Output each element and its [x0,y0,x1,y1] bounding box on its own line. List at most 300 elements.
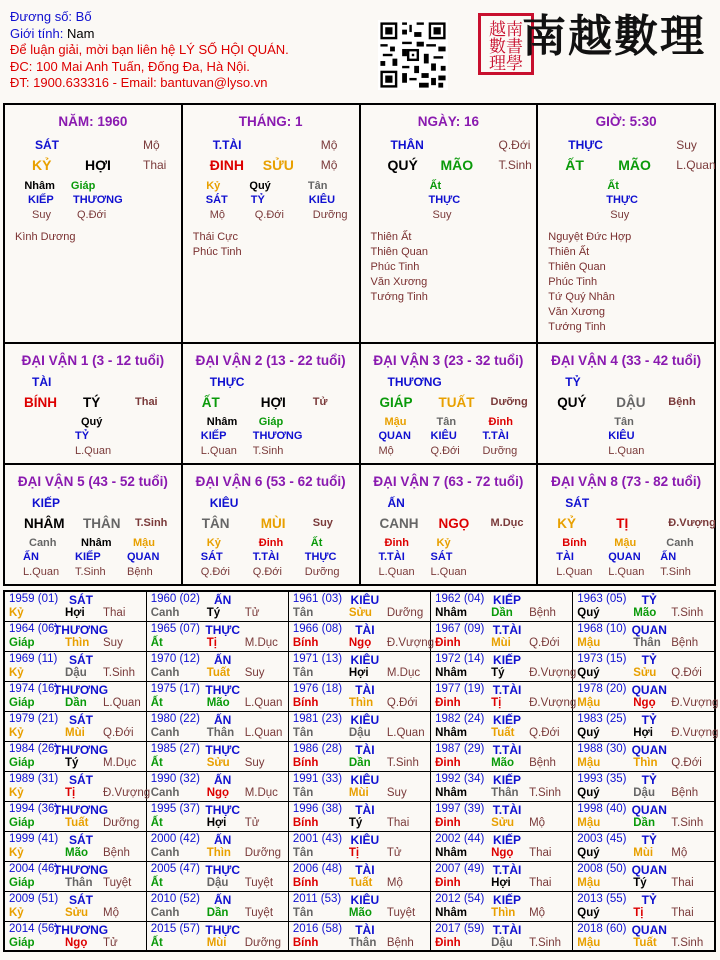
year-chi: Hợi [491,876,511,889]
year-label: 1973 (15) [577,652,627,665]
annual-cell [573,741,715,771]
dai-van-cell [538,465,714,584]
year-god: TÀI [355,922,375,937]
year-label: 1960 (02) [150,593,200,605]
annual-cell [288,921,430,951]
year-god: TỶ [641,832,657,847]
annual-cell [146,711,288,741]
star-item: Nguyệt Đức Hợp [548,231,632,243]
pillar-can: KỶ [32,157,52,173]
year-label: 2013 (55) [577,892,627,905]
hidden-god: T.TÀI [252,551,280,563]
hidden-stage: Q.Đới [254,209,284,221]
year-chi: Hợi [633,726,653,739]
annual-row [4,801,715,831]
year-can: Quý [577,906,600,919]
hidden-can: Tân [614,416,634,428]
dai-van-stage: Bệnh [668,396,696,408]
year-stage: Mộ [386,876,403,889]
year-can: Quý [577,786,600,799]
year-chi: Tý [65,756,79,769]
year-god: T.TÀI [492,802,522,817]
year-can: Ất [150,696,163,709]
annual-cell [4,891,146,921]
year-stage: Đ.Vượng [671,726,719,739]
header-info [10,9,289,92]
annual-cell [146,801,288,831]
year-chi: Mùi [633,846,654,859]
hidden-god: THỰC [606,194,638,206]
year-chi: Thân [65,876,93,889]
hidden-god: QUAN [608,551,641,563]
year-can: Mậu [577,876,601,889]
hidden-can: Mậu [133,537,155,549]
year-chi: Tý [348,816,363,829]
hidden-stage: L.Quan [608,566,645,578]
year-chi: Tý [491,666,505,679]
dai-van-title: ĐẠI VẬN 3 (23 - 32 tuổi) [373,353,524,368]
annual-cell [288,651,430,681]
annual-cell [431,801,573,831]
hidden-stage: Q.Đới [430,445,460,457]
dai-van-can: BÍNH [24,395,57,410]
year-god: TỶ [641,772,657,787]
year-stage: Thai [386,816,410,829]
year-label: 1989 (31) [9,772,59,785]
year-god: TỶ [641,712,657,727]
year-can: Bính [292,876,319,889]
hidden-god: THỰC [304,551,337,563]
hidden-god: TỶ [75,430,90,442]
annual-cell [288,801,430,831]
year-stage: Tuyệt [244,906,274,919]
year-stage: Đ.Vượng [103,786,151,799]
year-chi: Dậu [206,876,229,889]
year-stage: L.Quan [244,726,283,739]
annual-cell [573,591,715,621]
dai-van-stage: Thai [135,396,158,408]
year-chi: Sửu [65,906,89,919]
annual-cell [288,621,435,651]
year-can: Tân [292,786,314,799]
hidden-stage: Mộ [378,445,394,457]
year-chi: Mùi [65,726,85,739]
dai-van-cell [361,344,539,463]
hidden-can: Kỷ [436,537,451,549]
year-stage: Tử [386,846,402,859]
annual-row [4,651,715,681]
hidden-god: SÁT [205,194,228,206]
annual-cell [4,861,146,891]
star-item: Phúc Tinh [370,261,420,273]
dai-van-chi: MÙI [260,516,286,531]
hidden-god: QUAN [378,430,411,442]
year-stage: T.Sinh [671,936,704,949]
hidden-stage: Q.Đới [200,566,230,578]
year-god: KIÊU [350,772,380,787]
year-can: Kỷ [9,607,24,619]
year-label: 2016 (58) [292,922,343,935]
annual-cell [431,861,573,891]
year-label: 2015 (57) [150,922,200,935]
year-god: SÁT [69,832,93,847]
pillar-chi: SỬU [262,157,294,173]
year-stage: M.Dục [103,756,137,769]
contact-line: Để luận giải, mời bạn liên hệ LÝ SỐ HỘI QUÁN. [10,42,289,57]
year-stage: M.Dục [386,666,421,679]
year-god: QUAN [631,922,667,937]
year-can: Giáp [9,636,35,649]
annual-row [4,861,715,891]
pillar-stage: Mộ [320,138,338,152]
year-can: Ất [150,636,163,649]
year-chi: Tuất [348,876,373,889]
dai-van-cell [361,465,539,584]
year-god: KIÊU [350,892,380,907]
year-label: 2002 (44) [435,832,485,845]
annual-cell [573,891,715,921]
star-item: Tướng Tinh [370,291,428,303]
year-chi: Tuất [633,936,657,949]
year-stage: Tử [103,936,118,949]
year-can: Nhâm [435,846,468,859]
pillar-chi-stage: L.Quan [676,158,716,172]
year-god: ẤN [214,772,232,787]
annual-row [4,741,715,771]
year-chi: Thân [348,936,377,949]
year-chi: Mão [491,756,515,769]
annual-cell [146,831,288,861]
year-label: 1974 (16) [9,682,59,695]
annual-cell [573,681,719,711]
year-chi: Thân [491,786,519,799]
star-item: Phúc Tinh [192,246,242,258]
dai-van-cell [538,344,714,463]
hidden-can: Tân [307,180,328,192]
year-can: Quý [577,666,600,679]
year-stage: Tuyệt [244,876,274,889]
year-god: THỰC [205,742,240,757]
year-stage: Thai [103,607,126,619]
annual-cell [4,921,146,951]
year-label: 2003 (45) [577,832,627,845]
year-label: 1970 (12) [150,652,200,665]
year-label: 1993 (35) [577,772,627,785]
year-label: 1972 (14) [435,652,485,665]
year-chi: Thìn [348,696,374,709]
hidden-stage: L.Quan [75,445,112,457]
dai-van-title: ĐẠI VẬN 4 (33 - 42 tuổi) [551,353,702,368]
year-can: Đinh [435,876,461,889]
phone-email-line: ĐT: 1900.633316 - Email: bantuvan@lyso.vn [10,75,268,90]
year-stage: L.Quan [386,726,425,739]
dai-van-can: KỶ [557,516,577,531]
year-can: Canh [150,786,180,799]
year-god: T.TÀI [492,622,522,637]
year-chi: Thân [206,726,235,739]
pillar-god: THÂN [390,138,424,152]
year-god: SÁT [69,593,93,607]
pillar-chi-stage: Thai [143,158,167,172]
dai-van-cell [183,465,361,584]
hidden-stage: L.Quan [23,566,60,578]
year-chi: Thìn [65,636,90,649]
year-stage: M.Dục [244,636,278,649]
pillar-chi: HỢI [85,157,111,173]
hidden-can: Ất [607,180,619,192]
pillar-stage: Q.Đới [498,138,531,152]
pillar-chi-stage: Mộ [320,158,338,172]
pillars-row [5,105,714,344]
year-label: 2010 (52) [150,892,200,905]
year-god: QUAN [631,862,667,877]
year-can: Kỷ [9,726,24,739]
hidden-god: KIẾP [75,551,101,563]
pillar-title: THÁNG: 1 [238,114,303,129]
year-god: KIÊU [350,593,380,607]
year-stage: T.Sinh [386,756,419,769]
year-can: Ất [150,816,163,829]
gender-line: Giới tính: Nam [10,25,95,41]
year-stage: Bệnh [103,846,130,859]
year-can: Kỷ [9,906,24,919]
annual-row [4,711,715,741]
dai-van-row-2 [5,465,714,584]
annual-cell [146,621,288,651]
brand-logo [498,5,712,65]
hidden-god: TÀI [556,551,574,563]
year-stage: Tuyệt [386,906,416,919]
hidden-can: Nhâm [81,537,112,549]
year-god: THỰC [205,862,240,877]
year-label: 1996 (38) [292,802,343,815]
year-stage: Bệnh [529,756,556,769]
year-chi: Tị [206,636,217,649]
year-label: 2008 (50) [577,862,627,875]
year-can: Bính [292,936,319,949]
star-item: Thiên Ất [370,231,412,243]
hidden-god: KIÊU [430,430,457,442]
year-can: Canh [150,906,180,919]
annual-row [4,591,715,621]
annual-cell [573,921,715,951]
year-can: Đinh [435,696,461,709]
year-label: 1990 (32) [150,772,200,785]
year-can: Bính [292,696,319,709]
year-stage: Dưỡng [244,936,282,949]
annual-cell [431,741,573,771]
year-chi: Dần [206,906,229,919]
hidden-can: Giáp [258,416,284,428]
year-chi: Mùi [491,636,511,649]
year-chi: Dần [348,756,371,769]
pillar-title: NGÀY: 16 [417,114,479,129]
year-can: Canh [150,726,180,739]
year-can: Quý [577,726,600,739]
hidden-stage: Dưỡng [312,209,348,221]
annual-cell [288,591,430,621]
year-can: Giáp [9,816,35,829]
year-chi: Sửu [633,666,657,679]
year-label: 1976 (18) [292,682,343,695]
annual-cell [573,651,715,681]
year-stage: Mộ [671,846,688,859]
pillar-can: ẤT [565,157,584,173]
hidden-stage: L.Quan [430,566,467,578]
hidden-stage: Suy [432,209,452,221]
year-stage: Q.Đới [671,666,702,679]
year-stage: Q.Đới [529,726,560,739]
year-god: KIẾP [493,712,522,727]
year-can: Nhâm [435,666,468,679]
pillar-can: ĐINH [209,157,244,173]
hidden-god: ẤN [660,551,677,563]
year-can: Giáp [9,756,35,769]
year-stage: Đ.Vượng [386,636,435,649]
annual-cell [4,621,146,651]
dai-van-cell [5,344,183,463]
hidden-can: Giáp [70,180,96,192]
year-stage: L.Quan [244,696,283,709]
year-can: Giáp [9,696,35,709]
annual-cell [431,891,573,921]
svg-text:南越數理: 南越數理 [522,11,706,62]
year-label: 1959 (01) [9,593,59,605]
dai-van-god: TÀI [32,375,52,389]
hidden-god: QUAN [127,551,160,563]
dai-van-can: QUÝ [557,395,587,410]
year-stage: T.Sinh [529,936,562,949]
year-label: 1968 (10) [577,622,627,635]
year-god: THƯƠNG [53,682,109,697]
year-can: Mậu [577,636,601,649]
annual-cell [146,741,288,771]
annual-cell [573,831,715,861]
hidden-can: Quý [249,180,271,192]
pillar-god: T.TÀI [212,138,242,152]
annual-cell [431,621,573,651]
year-stage: Mộ [529,906,546,919]
hidden-can: Ất [310,537,323,549]
hidden-god: SÁT [200,551,223,563]
pillar-cell [5,105,183,342]
year-stage: Suy [244,666,265,679]
year-chi: Tị [348,846,360,859]
year-chi: Tuất [491,726,515,739]
year-can: Mậu [577,756,601,769]
star-item: Tướng Tinh [548,321,606,333]
year-stage: Thai [529,846,552,859]
year-can: Nhâm [435,607,468,619]
star-list [548,230,631,335]
year-label: 1999 (41) [9,832,59,845]
hidden-can: Mậu [614,537,637,549]
year-can: Nhâm [435,906,468,919]
dai-van-chi: DẬU [616,395,646,410]
year-god: ẤN [214,832,232,847]
year-chi: Dần [491,607,513,619]
year-label: 2007 (49) [435,862,485,875]
year-god: TỶ [641,652,657,667]
year-god: THƯƠNG [53,742,109,757]
year-label: 1969 (11) [9,652,58,665]
annual-cell [4,651,146,681]
year-god: THỰC [205,622,240,637]
year-god: TÀI [355,862,375,877]
dai-van-stage: M.Dục [490,517,524,529]
year-chi: Ngọ [206,786,230,799]
hidden-can: Bính [562,537,587,549]
year-chi: Tý [633,876,647,889]
year-chi: Tuất [206,666,231,679]
year-stage: Đ.Vượng [671,696,719,709]
annual-cell [146,921,288,951]
year-label: 1983 (25) [577,712,627,725]
year-label: 1991 (33) [292,772,343,785]
year-stage: Thai [529,876,552,889]
hidden-stage: Suy [610,209,630,221]
year-chi: Hợi [206,816,227,829]
year-label: 2006 (48) [292,862,343,875]
year-stage: Bệnh [529,607,556,619]
year-label: 1980 (22) [150,712,200,725]
year-label: 1975 (17) [150,682,200,695]
year-can: Nhâm [435,726,468,739]
year-label: 1987 (29) [435,742,485,755]
hidden-can: Kỷ [206,180,221,192]
annual-row [4,891,715,921]
pillar-god: SÁT [35,138,59,152]
hidden-stage: Dưỡng [482,445,518,457]
dai-van-can: ẤT [201,395,220,410]
year-god: TÀI [355,622,375,637]
dai-van-can: GIÁP [379,395,413,410]
annual-table [3,590,719,952]
year-can: Mậu [577,816,601,829]
year-can: Giáp [9,936,35,949]
dai-van-cell [183,344,361,463]
annual-cell [4,771,151,801]
pillar-chi: MÃO [618,157,651,173]
year-label: 1971 (13) [292,652,343,665]
year-god: T.TÀI [492,862,522,877]
year-stage: T.Sinh [529,786,562,799]
year-god: THỰC [205,682,240,697]
hidden-can: Canh [666,537,694,549]
pillar-stage: Suy [676,138,697,152]
annual-cell [431,591,573,621]
star-item: Thiên Quan [548,261,606,273]
pillar-chi: MÃO [440,157,474,173]
dai-van-stage: Dưỡng [490,396,528,408]
year-god: KIẾP [493,832,522,847]
annual-cell [288,681,430,711]
year-chi: Mùi [348,786,369,799]
hidden-god: T.TÀI [482,430,509,442]
year-god: SÁT [69,772,93,787]
year-chi: Mão [633,607,657,619]
year-chi: Mùi [206,936,227,949]
hidden-can: Mậu [384,416,407,428]
year-can: Mậu [577,696,601,709]
hidden-stage: L.Quan [608,445,645,457]
annual-cell [146,861,288,891]
year-chi: Hợi [348,666,369,679]
year-label: 1981 (23) [292,712,343,725]
year-god: THƯƠNG [53,922,109,937]
annual-cell [4,831,146,861]
hidden-stage: T.Sinh [252,445,284,457]
